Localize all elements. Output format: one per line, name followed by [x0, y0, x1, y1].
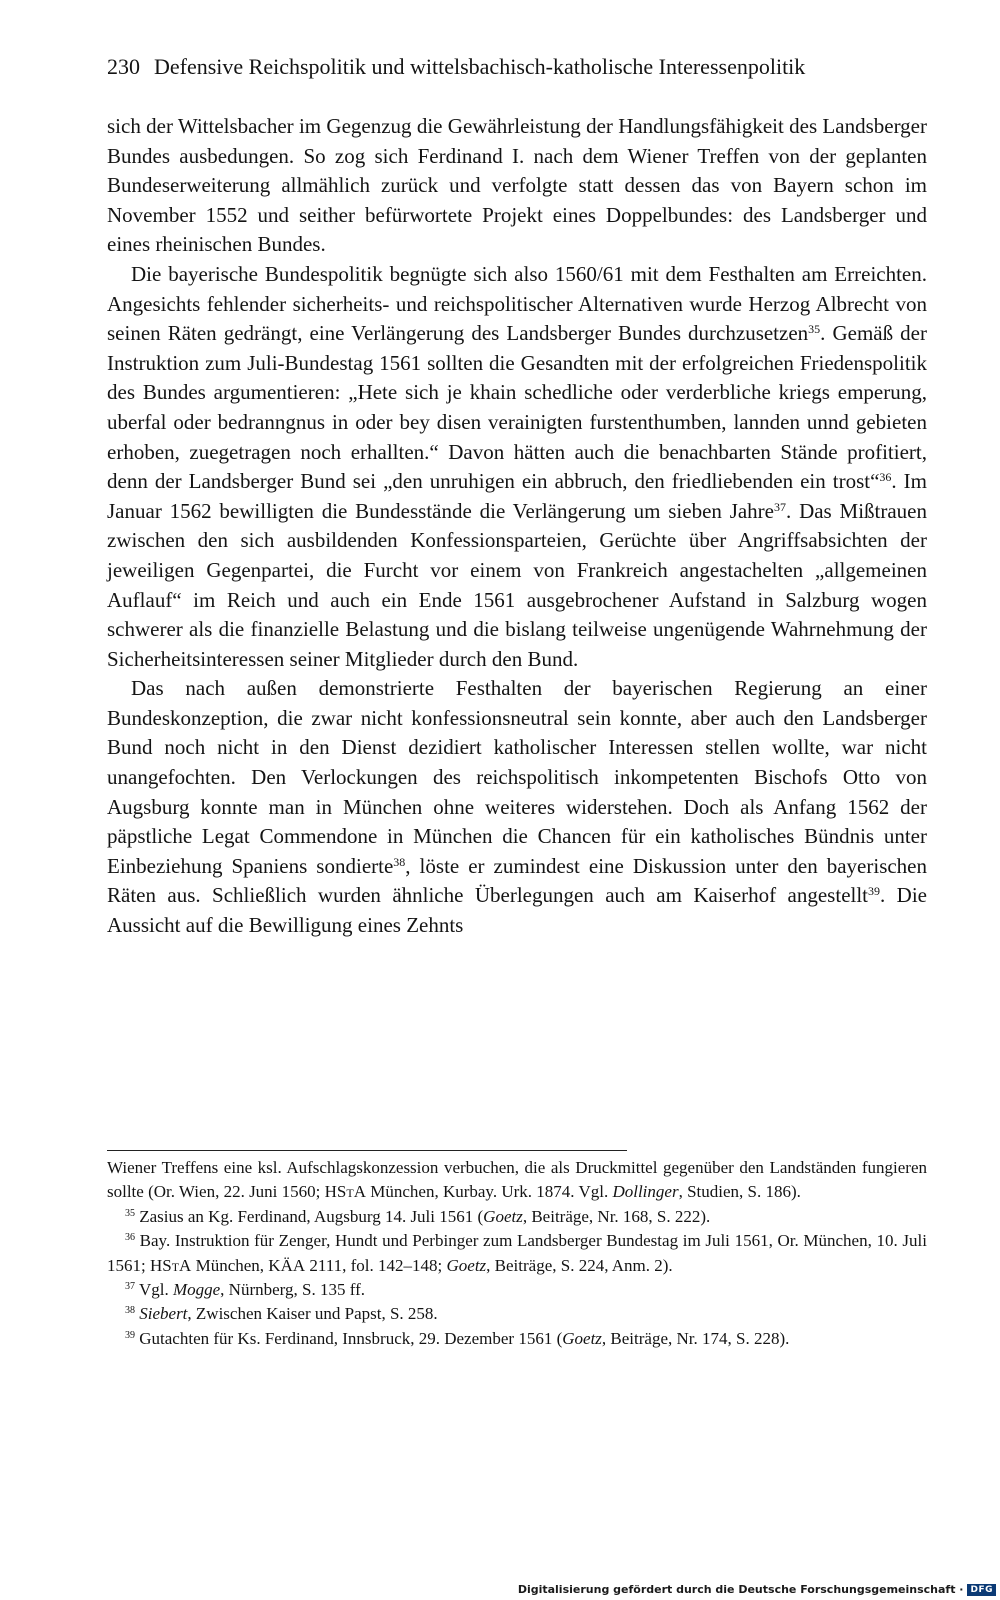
footnote-ref-39[interactable]: 39: [868, 884, 881, 899]
author-name: Goetz: [446, 1255, 487, 1275]
footnote-continuation: Wiener Treffens eine ksl. Aufschlagskonzession verbuchen, die als Druckmittel gegenüber den Landständen fungieren sollte (Or. Wien, 22. Juni 1560; HStA München, Kurbay. Urk. 1874. Vgl. Dollinger, Studien, S. 186).: [107, 1158, 927, 1202]
paragraph-1: sich der Wittelsbacher im Gegenzug die Gewährleistung der Handlungsfähigkeit des Landsberger Bundes ausbedungen. So zog sich Ferdinand I. nach dem Wiener Treffen von der geplanten Bundeserweiterung allmählich zurück und verfolgte statt dessen das von Bayern schon im November 1552 und seither befürwortete Projekt eines Doppelbundes: des Landsberger und eines rheinischen Bundes.: [107, 114, 927, 257]
main-text: [107, 112, 927, 941]
running-header: [107, 52, 927, 82]
footnote-ref-35[interactable]: 35: [808, 322, 821, 337]
footnote-separator: [107, 1150, 627, 1151]
footnote-ref-37[interactable]: 37: [774, 499, 787, 514]
footnote-35: $^{35}$ Zasius an Kg. Ferdinand, Augsburg 14. Juli 1561 (Goetz, Beiträge, Nr. 168, S. 222).: [125, 1206, 711, 1226]
digitization-credit: [518, 1583, 996, 1596]
running-title: Defensive Reichspolitik und wittelsbachisch-katholische Interessenpolitik: [154, 54, 806, 79]
footnote-39: $^{39}$ Gutachten für Ks. Ferdinand, Innsbruck, 29. Dezember 1561 (Goetz, Beiträge, Nr. 174, S. 228).: [125, 1328, 790, 1348]
author-name: Goetz: [483, 1206, 523, 1226]
footnote-ref-38[interactable]: 38: [393, 854, 406, 869]
footnote-36: $^{36}$ Bay. Instruktion für Zenger, Hundt und Perbinger zum Landsberger Bundestag im Juli 1561, Or. München, 10. Juli 1561; HStA München, KÄA 2111, fol. 142–148; Goetz, Beiträge, S. 224, Anm. 2).: [107, 1231, 927, 1275]
page-number: 230: [107, 54, 140, 79]
author-name: Mogge: [172, 1280, 221, 1300]
author-name: Goetz: [562, 1328, 602, 1348]
footnotes: [107, 1156, 927, 1351]
author-name: Siebert: [139, 1304, 188, 1324]
footnote-ref-36[interactable]: 36: [879, 470, 892, 485]
dfg-logo: DFG: [967, 1584, 996, 1596]
paragraph-3: Das nach außen demonstrierte Festhalten der bayerischen Regierung an einer Bundeskonzeption, die zwar nicht konfessionsneutral sein konnte, aber auch den Landsberger Bund noch nicht in den Dienst dezidiert katholischer Interessen stellen wollte, war nicht unangefochten. Den Verlockungen des reichspolitisch inkompetenten Bischofs Otto von Augsburg konnte man in München ohne weiteres widerstehen. Doch als Anfang 1562 der päpstliche Legat Commendone in München die Chancen für ein katholisches Bündnis unter Einbeziehung Spaniens sondierte$^{38}$, löste er zumindest eine Diskussion unter den bayerischen Räten aus. Schließlich wurden ähnliche Überlegungen auch am Kaiserhof angestellt$^{39}$. Die Aussicht auf die Bewilligung eines Zehnts: [107, 676, 928, 938]
paragraph-2: Die bayerische Bundespolitik begnügte sich also 1560/61 mit dem Festhalten am Erreichten. Angesichts fehlender sicherheits- und reichspolitischer Alternativen wurde Herzog Albrecht von seinen Räten gedrängt, eine Verlängerung des Landsberger Bundes durchzusetzen$^{35}$. Gemäß der Instruktion zum Juli-Bundestag 1561 sollten die Gesandten mit der erfolgreichen Friedenspolitik des Bundes argumentieren: „Hete sich je khain schedliche oder verderbliche kriegs emperung, uberfal oder bedranngnus in oder bey disen verainigten furstenthumben, lannden unnd gebieten erhoben, zuegetragen noch erhallten.“ Davon hätten auch die benachbarten Stände profitiert, denn der Landsberger Bund sei „den unruhigen ein abbruch, den friedliebenden ein trost“$^{36}$. Im Januar 1562 bewilligten die Bundesstände die Verlängerung um sieben Jahre$^{37}$. Das Mißtrauen zwischen den sich ausbildenden Konfessionsparteien, Gerüchte über Angriffsabsichten der jeweiligen Gegenpartei, die Furcht vor einem von Frankreich angestachelten „allgemeinen Auflauf“ im Reich und auch ein Ende 1561 ausgebrochener Aufstand in Salzburg wogen schwerer als die finanzielle Belastung und die bislang teilweise ungenügende Wahrnehmung der Sicherheitsinteressen seiner Mitglieder durch den Bund.: [107, 261, 928, 671]
credit-text: Digitalisierung gefördert durch die Deutsche Forschungsgemeinschaft ·: [517, 1583, 964, 1596]
footnote-38: $^{38}$ Siebert, Zwischen Kaiser und Papst, S. 258.: [125, 1304, 438, 1324]
footnote-37: $^{37}$ Vgl. Mogge, Nürnberg, S. 135 ff.: [125, 1280, 365, 1300]
author-name: Dollinger: [612, 1182, 679, 1202]
